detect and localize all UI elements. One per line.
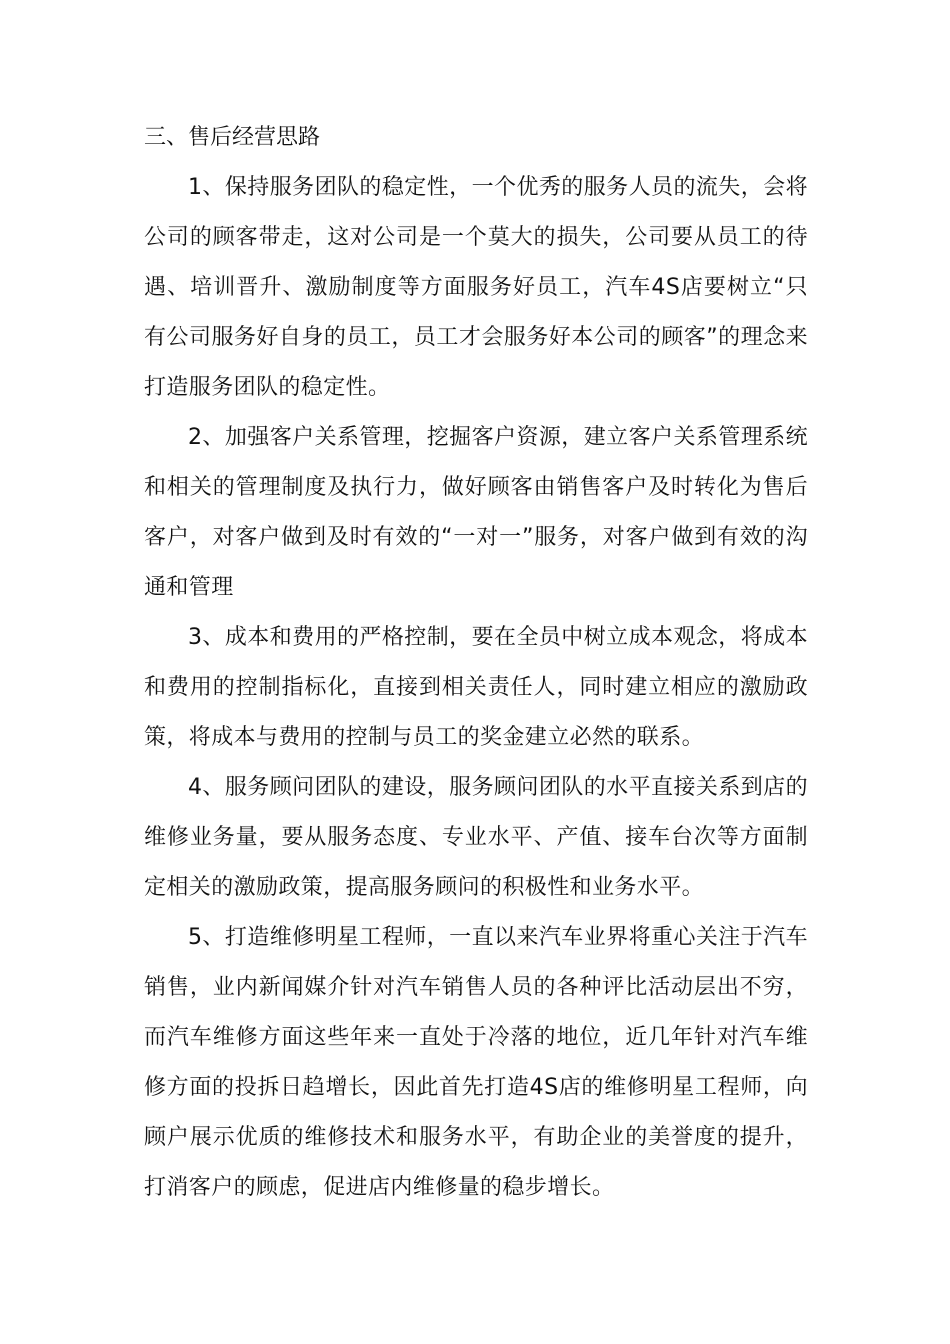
paragraph-5: 5、打造维修明星工程师，一直以来汽车业界将重心关注于汽车销售，业内新闻媒介针对汽车销售人员的各种评比活动层出不穷，而汽车维修方面这些年来一直处于冷落的地位，近几年针对汽车维修方面的投拆日趋增长，因此首先打造4S店的维修明星工程师，向顾户展示优质的维修技术和服务水平，有助企业的美誉度的提升，打消客户的顾虑，促进店内维修量的稳步增长。 — [144, 925, 808, 1200]
paragraph-4: 4、服务顾问团队的建设，服务顾问团队的水平直接关系到店的维修业务量，要从服务态度、专业水平、产值、接车台次等方面制定相关的激励政策，提高服务顾问的积极性和业务水平。 — [144, 775, 808, 900]
paragraph-1: 1、保持服务团队的稳定性，一个优秀的服务人员的流失，会将公司的顾客带走，这对公司是一个莫大的损失，公司要从员工的待遇、培训晋升、激励制度等方面服务好员工，汽车4S店要树立“只有公司服务好自身的员工，员工才会服务好本公司的顾客”的理念来打造服务团队的稳定性。 — [144, 175, 808, 400]
section-heading: 三、售后经营思路 — [144, 125, 321, 150]
document-body — [144, 113, 808, 1213]
paragraph-3: 3、成本和费用的严格控制，要在全员中树立成本观念，将成本和费用的控制指标化，直接到相关责任人，同时建立相应的激励政策，将成本与费用的控制与员工的奖金建立必然的联系。 — [144, 625, 808, 750]
paragraph-2: 2、加强客户关系管理，挖掘客户资源，建立客户关系管理系统和相关的管理制度及执行力，做好顾客由销售客户及时转化为售后客户，对客户做到及时有效的“一对一”服务，对客户做到有效的沟通和管理 — [144, 425, 808, 600]
